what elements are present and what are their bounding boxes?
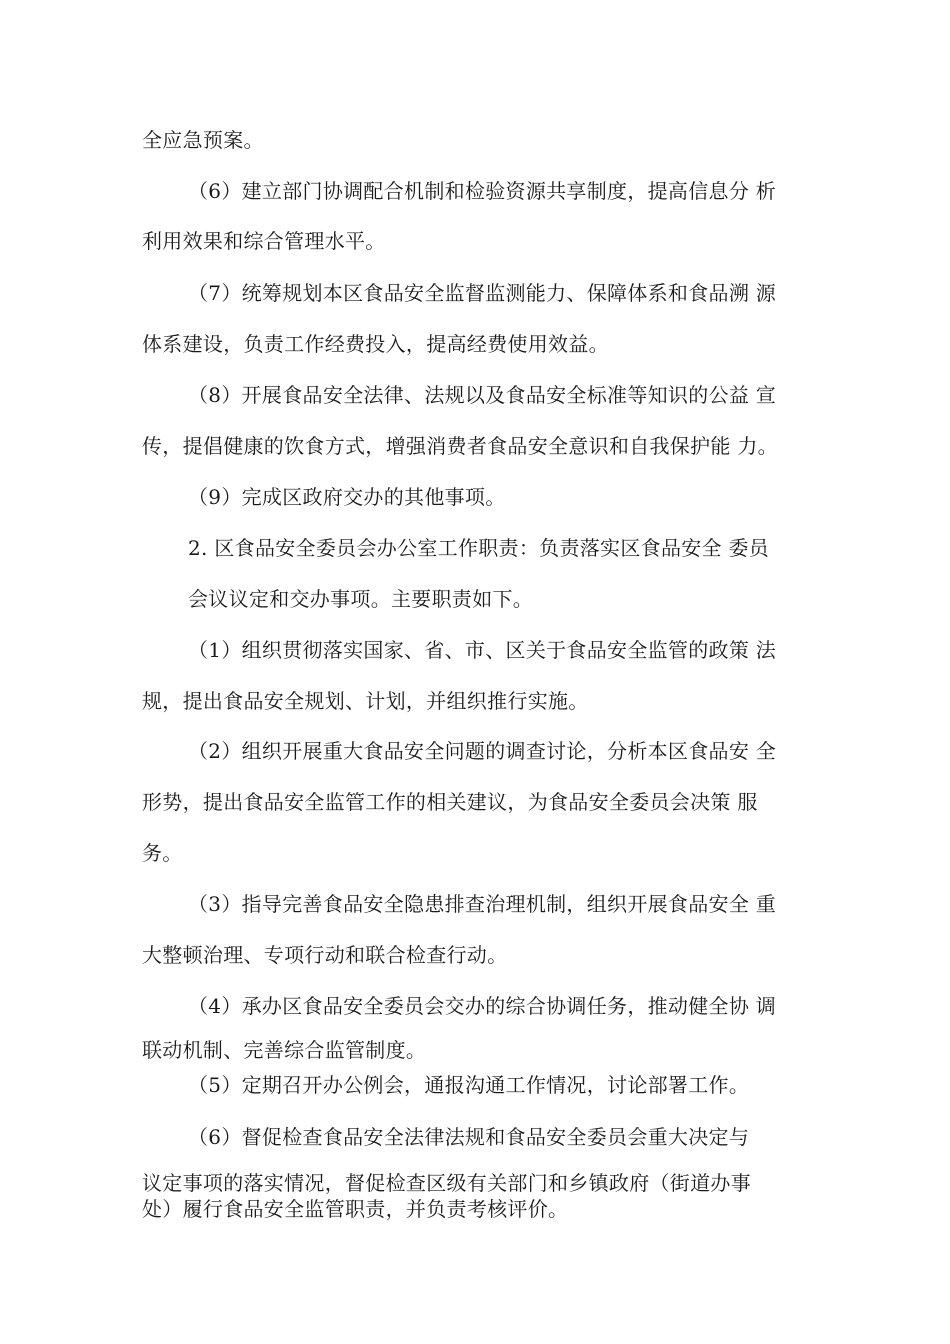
text-line: 利用效果和综合管理水平。 (142, 229, 386, 253)
text-line: （8）开展食品安全法律、法规以及食品安全标准等知识的公益 宣 (188, 383, 777, 407)
text-line: 体系建设，负责工作经费投入，提高经费使用效益。 (142, 332, 609, 356)
text-line: （7）统筹规划本区食品安全监督监测能力、保障体系和食品溯 源 (188, 281, 777, 305)
text-line: 传，提倡健康的饮食方式，增强消费者食品安全意识和自我保护能 力。 (142, 434, 778, 458)
text-line: （2）组织开展重大食品安全问题的调查讨论，分析本区食品安 全 (188, 739, 777, 763)
text-line: （1）组织贯彻落实国家、省、市、区关于食品安全监管的政策 法 (188, 638, 777, 662)
text-line: （6）督促检查食品安全法律法规和食品安全委员会重大决定与 (188, 1125, 750, 1149)
text-line: （4）承办区食品安全委员会交办的综合协调任务，推动健全协 调 (188, 994, 777, 1018)
text-line: 大整顿治理、专项行动和联合检查行动。 (142, 943, 508, 967)
text-line: （9）完成区政府交办的其他事项。 (188, 485, 506, 509)
text-line: （6）建立部门协调配合机制和检验资源共享制度，提高信息分 析 (188, 179, 777, 203)
text-line: 务。 (142, 841, 183, 865)
text-line: 联动机制、完善综合监管制度。 (142, 1038, 427, 1062)
text-line: 处）履行食品安全监管职责，并负责考核评价。 (142, 1197, 569, 1221)
text-line: （5）定期召开办公例会，通报沟通工作情况，讨论部署工作。 (188, 1073, 750, 1097)
text-line: 会议议定和交办事项。主要职责如下。 (188, 587, 534, 611)
text-line: 形势，提出食品安全监管工作的相关建议，为食品安全委员会决策 服 (142, 790, 758, 814)
text-line: 议定事项的落实情况，督促检查区级有关部门和乡镇政府（街道办事 (142, 1171, 751, 1195)
text-line: 规，提出食品安全规划、计划，并组织推行实施。 (142, 689, 589, 713)
text-line: 2. 区食品安全委员会办公室工作职责：负责落实区食品安全 委员 (188, 536, 770, 560)
text-line: （3）指导完善食品安全隐患排查治理机制，组织开展食品安全 重 (188, 892, 777, 916)
text-line: 全应急预案。 (142, 128, 264, 152)
